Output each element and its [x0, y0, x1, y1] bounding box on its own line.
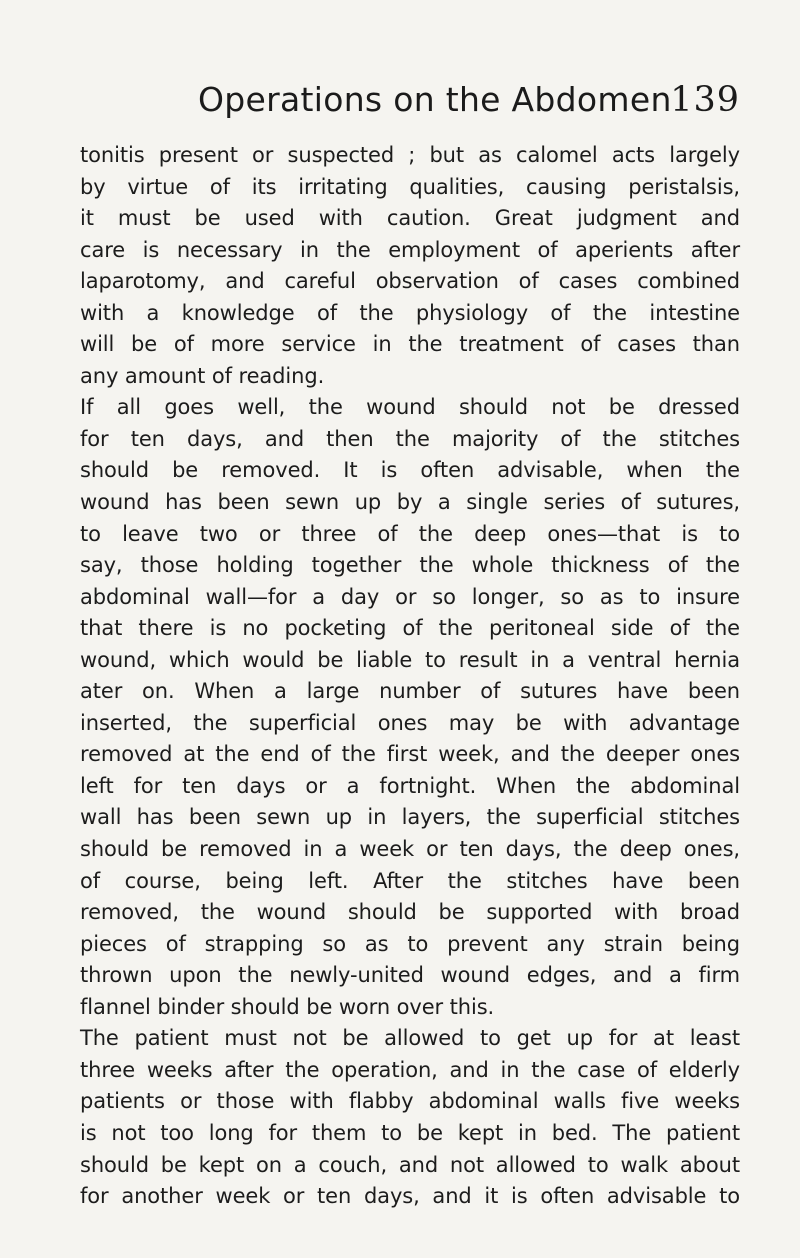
text-line: for ten days, and then the majority of the stitches — [80, 426, 740, 451]
text-line: will be of more service in the treatment of cases than — [80, 332, 740, 357]
text-line: care is necessary in the employment of aperients after — [80, 237, 740, 262]
text-line: is not too long for them to be kept in bed. The patient — [80, 1120, 740, 1145]
page-number: 139 — [670, 80, 740, 120]
text-line: any amount of reading. — [80, 363, 325, 388]
body-text — [80, 140, 740, 1213]
text-line: removed at the end of the first week, and the deeper ones — [80, 742, 740, 767]
text-line: left for ten days or a fortnight. When the abdominal — [80, 773, 740, 798]
text-line: ater on. When a large number of sutures have been — [80, 679, 740, 704]
running-head — [80, 80, 740, 136]
text-line: wound, which would be liable to result in a ventral hernia — [80, 647, 740, 672]
text-line: three weeks after the operation, and in the case of elderly — [80, 1057, 740, 1082]
text-line: for another week or ten days, and it is often advisable to — [80, 1184, 740, 1209]
text-line: abdominal wall—for a day or so longer, so as to insure — [80, 584, 740, 609]
text-line: tonitis present or suspected ; but as calomel acts largely — [80, 143, 740, 167]
text-line: thrown upon the newly-united wound edges, and a firm — [80, 963, 740, 988]
text-line: that there is no pocketing of the peritoneal side of the — [80, 616, 740, 641]
text-line: say, those holding together the whole thickness of the — [80, 553, 740, 578]
text-line: to leave two or three of the deep ones—that is to — [80, 521, 740, 546]
text-line: removed, the wound should be supported with broad — [80, 900, 740, 925]
text-line: If all goes well, the wound should not be dressed — [80, 395, 740, 420]
text-line: by virtue of its irritating qualities, causing peristalsis, — [80, 174, 740, 199]
text-line: inserted, the superficial ones may be with advantage — [80, 710, 740, 735]
text-line: patients or those with flabby abdominal walls five weeks — [80, 1089, 740, 1114]
text-line: of course, being left. After the stitches have been — [80, 868, 740, 893]
text-line: with a knowledge of the physiology of the intestine — [80, 300, 740, 325]
text-line: should be removed. It is often advisable, when the — [80, 458, 740, 483]
text-line: pieces of strapping so as to prevent any strain being — [80, 931, 740, 956]
text-line: flannel binder should be worn over this. — [80, 994, 495, 1019]
text-line: laparotomy, and careful observation of cases combined — [80, 269, 740, 294]
text-line: wall has been sewn up in layers, the superficial stitches — [80, 805, 740, 830]
text-line: should be kept on a couch, and not allowed to walk about — [80, 1152, 740, 1177]
text-line: it must be used with caution. Great judgment and — [80, 206, 740, 231]
text-line: wound has been sewn up by a single series of sutures, — [80, 490, 740, 515]
text-line: The patient must not be allowed to get up for at least — [80, 1026, 740, 1051]
text-line: should be removed in a week or ten days, the deep ones, — [80, 837, 740, 862]
running-title: Operations on the Abdomen — [198, 80, 672, 119]
